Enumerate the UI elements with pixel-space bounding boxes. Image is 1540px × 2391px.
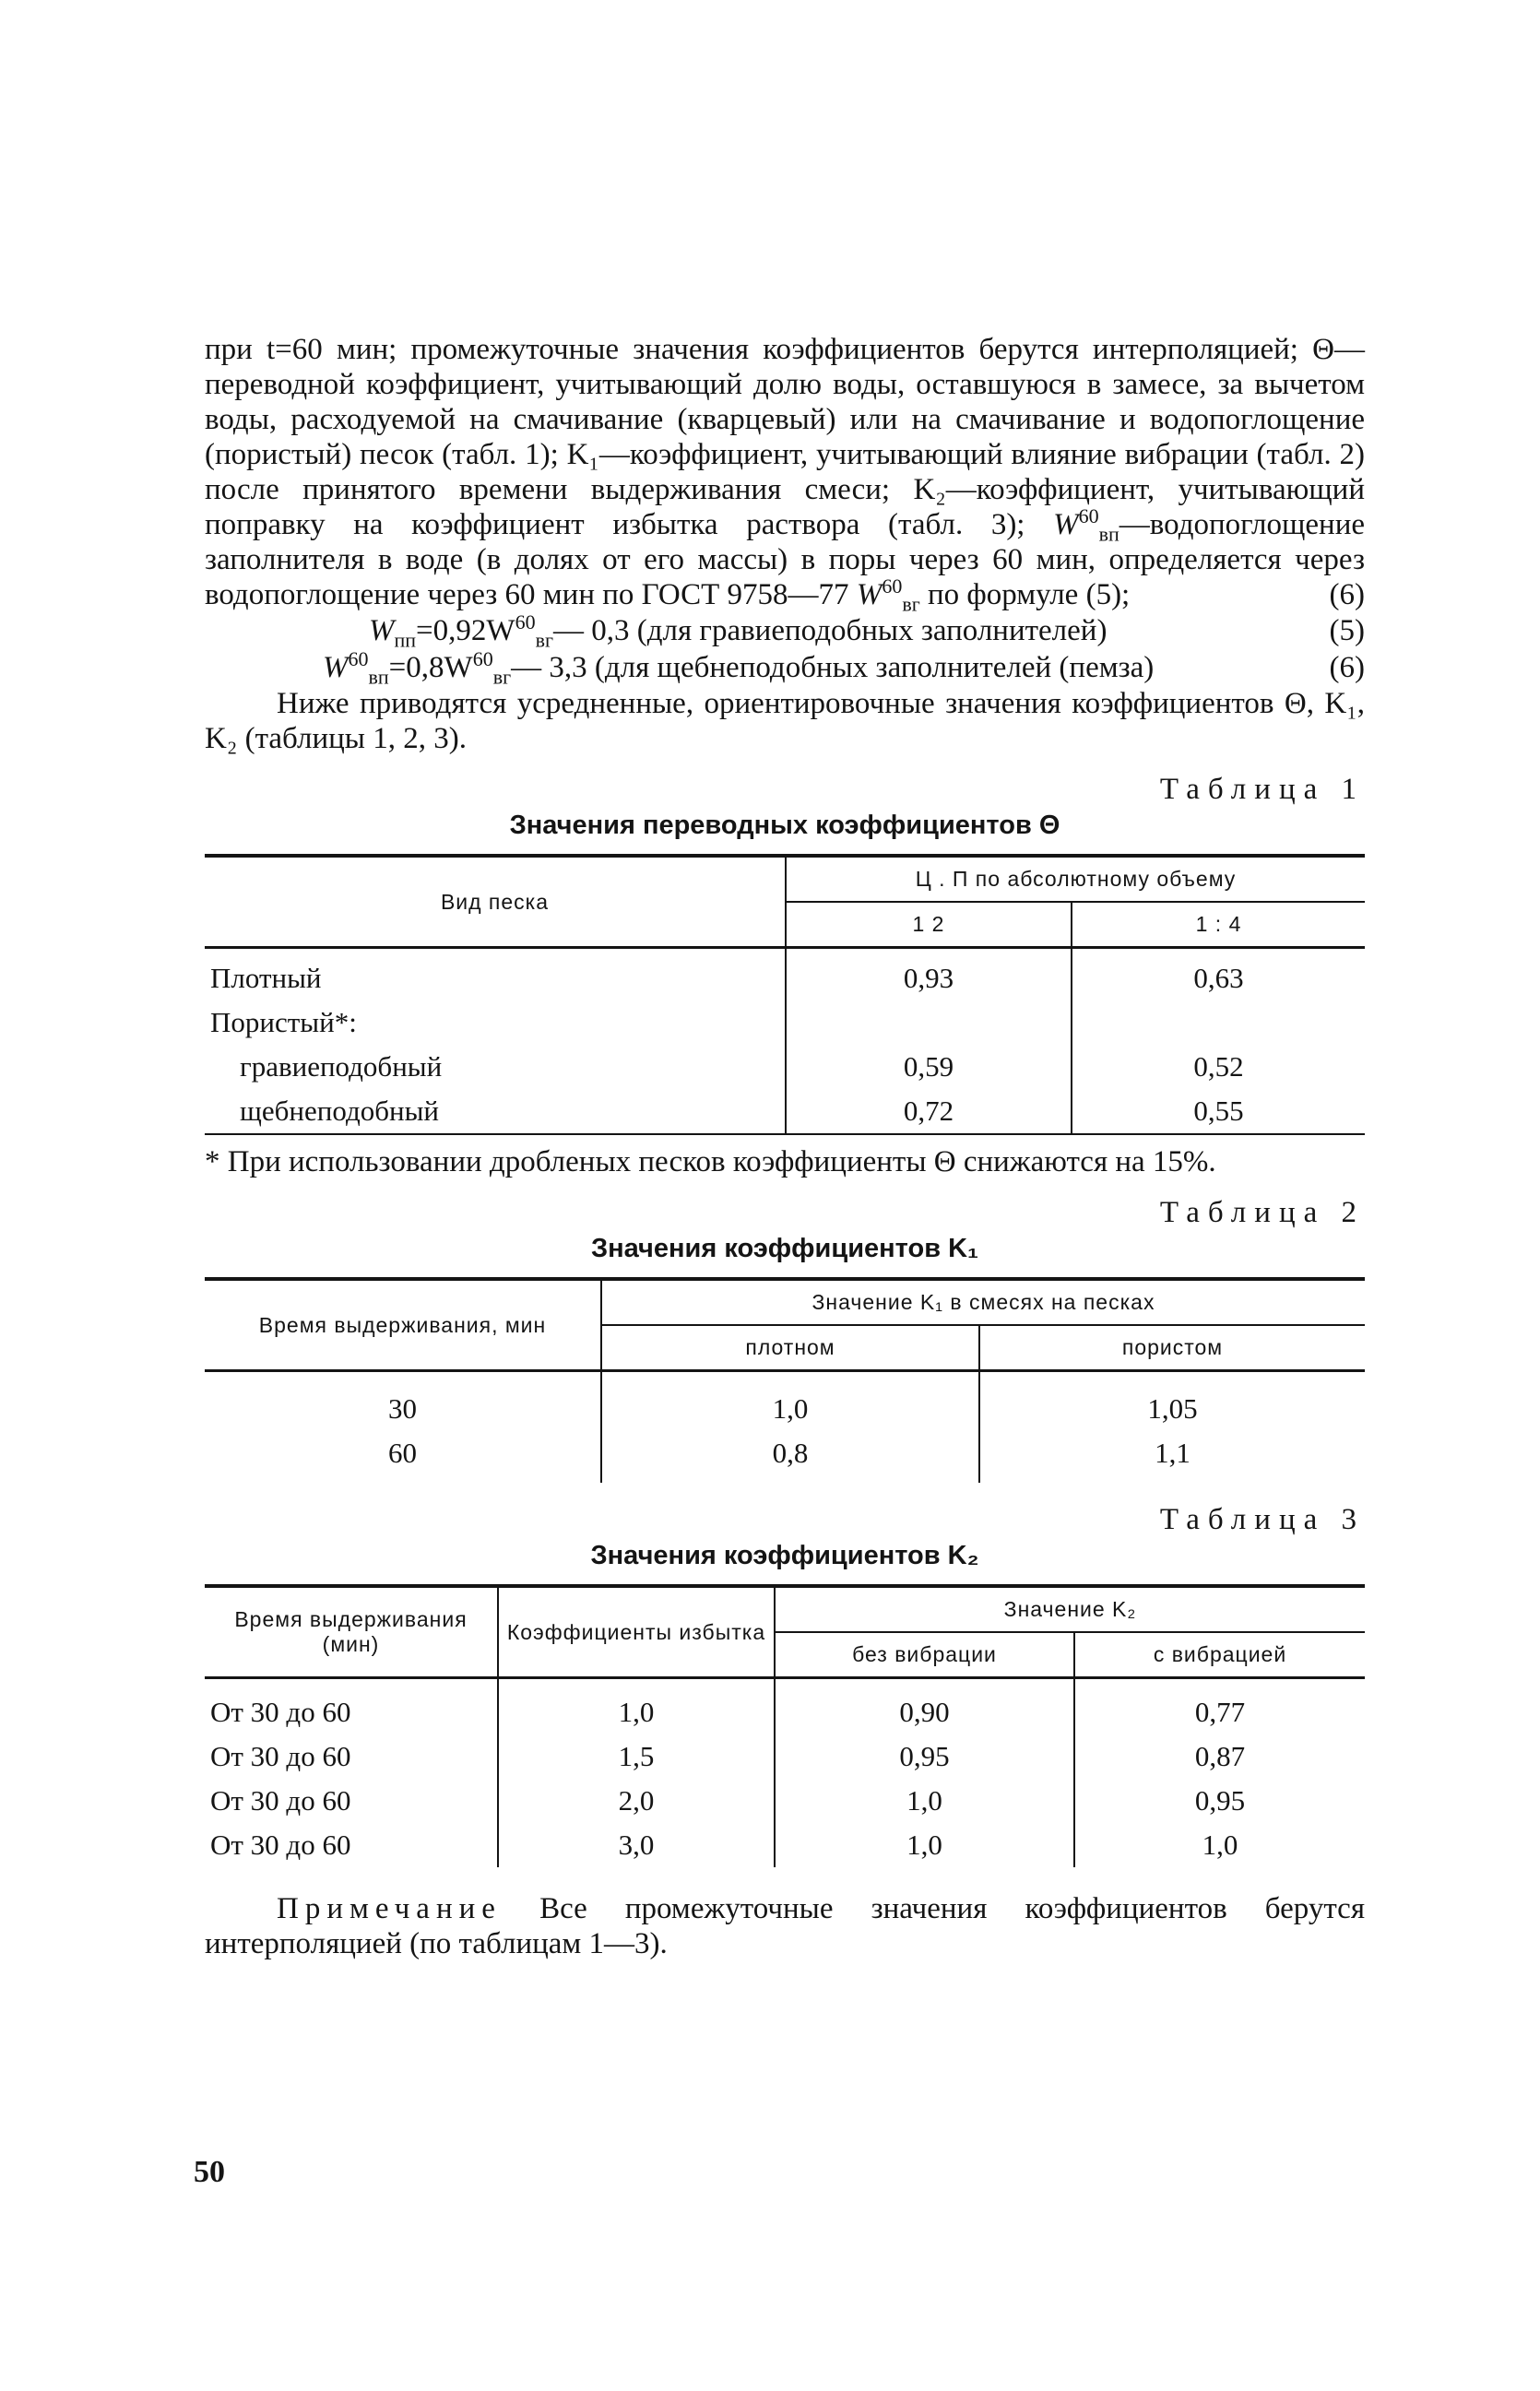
table-1-cell-a: 0,72 xyxy=(786,1089,1072,1134)
table-1-title: Значения переводных коэффициентов Θ xyxy=(509,811,1060,840)
table-1-cell-b: 0,63 xyxy=(1072,948,1365,1001)
table-3-header-coef: Коэффициенты избытка xyxy=(498,1586,775,1678)
table-2 xyxy=(205,1277,1365,1483)
table-row xyxy=(205,1734,1365,1779)
table-row xyxy=(205,1371,1365,1432)
table-1 xyxy=(205,854,1365,1135)
formula-2-sub: вг xyxy=(492,665,512,689)
table-3-title: Значения коэффициентов K₂ xyxy=(590,1541,979,1570)
table-2-title: Значения коэффициентов K₁ xyxy=(590,1234,979,1263)
formula-1-lhs: W xyxy=(369,614,395,647)
table-2-header-b: пористом xyxy=(979,1325,1365,1371)
wvp-definition-text: —водопоглощение заполнителя в воде (в долях от его массы) в поры через 60 мин, определяется через водопоглощение через 60 мин по ГОСТ 9758—77 xyxy=(205,508,1366,611)
formula-2-lhs-sub: вп xyxy=(368,665,389,689)
page-number: 50 xyxy=(194,2155,225,2189)
table-1-caption: Таблица 1 xyxy=(1159,773,1365,806)
table-1-cell-label: гравиеподобный xyxy=(240,1050,443,1083)
formula-2-sup: 60 xyxy=(472,647,493,670)
table-3-cell-b: 0,87 xyxy=(1074,1734,1365,1779)
wvp-symbol: W xyxy=(1053,508,1079,541)
table-3-header-a: без вибрации xyxy=(775,1632,1074,1678)
table-row xyxy=(205,1431,1365,1483)
table-1-cell-label: Пористый*: xyxy=(210,1006,357,1038)
table-2-cell-b: 1,05 xyxy=(979,1371,1365,1432)
table-1-cell-label: Плотный xyxy=(210,962,322,994)
table-1-cell-label: щебнеподобный xyxy=(240,1095,440,1127)
table-1-header-sand: Вид песка xyxy=(205,856,786,948)
table-1-footnote: * При использовании дробленых песков коэффициенты Θ снижаются на 15%. xyxy=(205,1145,1216,1178)
table-1-cell-a: 0,93 xyxy=(786,948,1072,1001)
table-2-header-a: плотном xyxy=(601,1325,979,1371)
formula-1-sup: 60 xyxy=(515,610,536,633)
formula-1-number: (5) xyxy=(1329,614,1365,647)
table-row xyxy=(205,948,1365,1001)
wvg-sub: вг xyxy=(902,592,920,616)
table-3-caption: Таблица 3 xyxy=(1159,1503,1365,1536)
formula-2-number: (6) xyxy=(1329,651,1365,684)
table-3-header-b: с вибрацией xyxy=(1074,1632,1365,1678)
formula-1-rest: — 0,3 (для гравиеподобных заполнителей) xyxy=(552,614,1108,647)
table-3-cell-coef: 1,5 xyxy=(498,1734,775,1779)
wvg-sup: 60 xyxy=(882,574,903,598)
formula-1-lhs-sub: пп xyxy=(394,628,417,652)
note-label: Примечание xyxy=(277,1892,502,1925)
table-2-header-group: Значение K₁ в смесях на песках xyxy=(601,1279,1365,1325)
formula-1 xyxy=(205,610,1365,652)
table-1-header-group: Ц . П по абсолютному объему xyxy=(786,856,1365,902)
formula-2-eq: =0,8W xyxy=(388,651,473,684)
table-row xyxy=(205,1678,1365,1735)
table-3-cell-b: 0,95 xyxy=(1074,1779,1365,1823)
table-1-cell-b: 0,55 xyxy=(1072,1089,1365,1134)
formula-2-rest: — 3,3 (для щебнеподобных заполнителей (пемза) xyxy=(511,651,1155,684)
table-3-cell-b: 1,0 xyxy=(1074,1823,1365,1867)
table-row xyxy=(205,1045,1365,1089)
formula-2-lhs: W xyxy=(323,651,349,684)
wvp-sup: 60 xyxy=(1078,504,1099,527)
table-row xyxy=(205,1000,1365,1045)
table-2-cell-time: 60 xyxy=(388,1437,417,1469)
table-2-cell-a: 1,0 xyxy=(601,1371,979,1432)
table-1-header-a: 1 2 xyxy=(786,902,1072,948)
wvp-tail: по формуле (5); xyxy=(927,578,1131,611)
table-3-cell-a: 1,0 xyxy=(775,1779,1074,1823)
table-3-cell-time: От 30 до 60 xyxy=(210,1740,351,1772)
table-3-cell-a: 1,0 xyxy=(775,1823,1074,1867)
table-3-cell-a: 0,95 xyxy=(775,1734,1074,1779)
table-2-cell-b: 1,1 xyxy=(979,1431,1365,1483)
table-3-cell-coef: 2,0 xyxy=(498,1779,775,1823)
table-3-cell-a: 0,90 xyxy=(775,1678,1074,1735)
intro-paragraph xyxy=(205,332,1366,616)
below-text: Ниже приводятся усредненные, ориентировочные значения коэффициентов Θ, K₁, K₂ (таблицы 1, 2, 3). xyxy=(205,687,1365,755)
table-3-cell-time: От 30 до 60 xyxy=(210,1829,351,1861)
wvp-sub: вп xyxy=(1098,522,1119,546)
table-row xyxy=(205,1779,1365,1823)
table-2-cell-time: 30 xyxy=(388,1392,417,1425)
wvg-symbol: W xyxy=(856,578,883,611)
table-1-header-b: 1 : 4 xyxy=(1072,902,1365,948)
intro-text: при t=60 мин; промежуточные значения коэффициентов берутся интерполяцией; Θ—переводной коэффициент, учитывающий долю воды, оставшуюся в замесе, за вычетом воды, расходуемой на смачивание (кварцевый) или на смачивание и водопоглощение (пористый) песок (табл. 1); K₁—коэффициент, учитывающий влияние вибрации (табл. 2) после принятого времени выдерживания смеси; K₂—коэффициент, учитывающий поправку на коэффициент избытка раствора (табл. 3); xyxy=(205,333,1365,541)
table-2-header-time: Время выдерживания, мин xyxy=(205,1279,601,1371)
table-3-cell-coef: 3,0 xyxy=(498,1823,775,1867)
table-3 xyxy=(205,1584,1365,1867)
formula-1-eq: =0,92W xyxy=(416,614,515,647)
table-3-cell-time: От 30 до 60 xyxy=(210,1784,351,1817)
table-1-cell-a xyxy=(786,1000,1072,1045)
table-1-cell-b: 0,52 xyxy=(1072,1045,1365,1089)
table-row xyxy=(205,1089,1365,1134)
table-2-cell-a: 0,8 xyxy=(601,1431,979,1483)
note-text: Все промежуточные значения коэффициентов берутся интерполяцией (по таблицам 1—3). xyxy=(205,1892,1366,1960)
wvp-eq-number: (6) xyxy=(1329,578,1365,611)
note-paragraph xyxy=(205,1891,1365,1961)
table-row xyxy=(205,1823,1365,1867)
table-3-cell-b: 0,77 xyxy=(1074,1678,1365,1735)
table-3-header-time: Время выдерживания (мин) xyxy=(205,1586,498,1678)
formula-2-lhs-sup: 60 xyxy=(348,647,369,670)
page-content xyxy=(205,332,1365,1961)
table-2-caption: Таблица 2 xyxy=(1159,1196,1365,1229)
formula-2 xyxy=(205,647,1365,689)
table-3-cell-time: От 30 до 60 xyxy=(210,1696,351,1728)
table-3-header-group: Значение K₂ xyxy=(775,1586,1365,1632)
table-3-cell-coef: 1,0 xyxy=(498,1678,775,1735)
table-1-cell-b xyxy=(1072,1000,1365,1045)
formula-1-sub: вг xyxy=(535,628,553,652)
table-1-cell-a: 0,59 xyxy=(786,1045,1072,1089)
